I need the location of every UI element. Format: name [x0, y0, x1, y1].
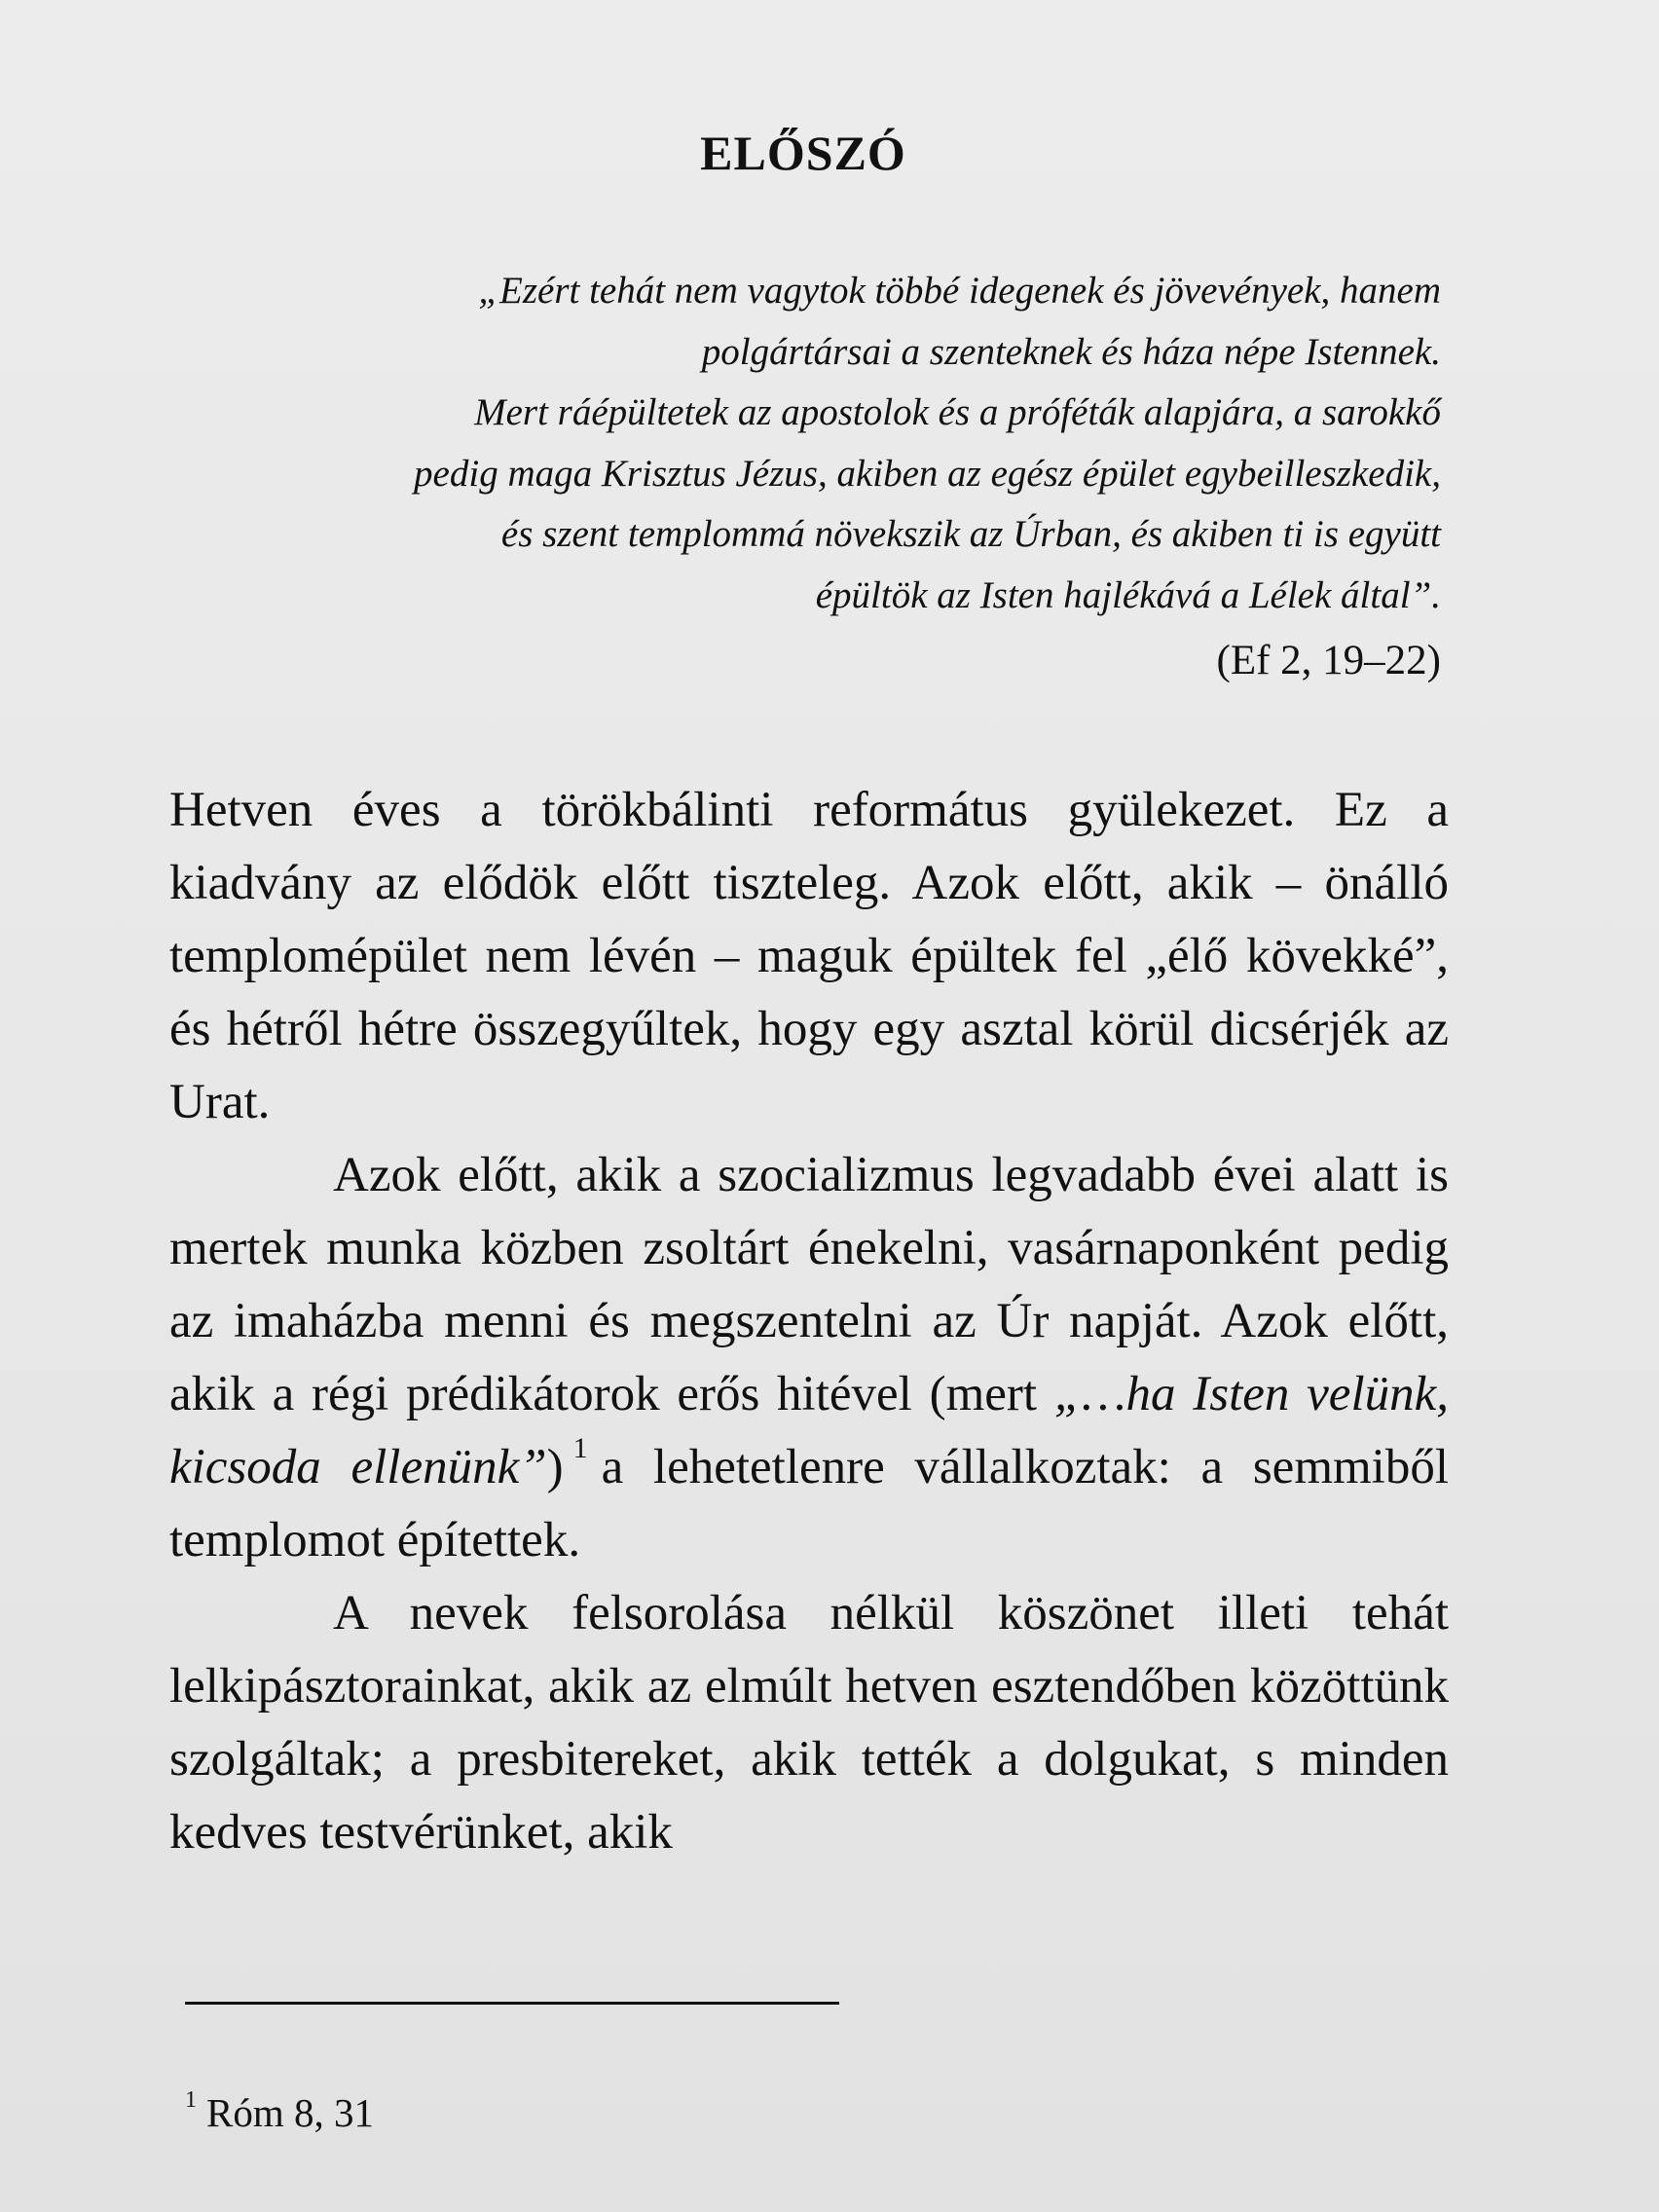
inline-quote: „…ha Isten velünk, kicsoda ellenünk”: [169, 1367, 1450, 1494]
footnote-text: Róm 8, 31: [206, 2090, 374, 2135]
epigraph-line: és szent templommá növekszik az Úrban, és akiben ti is együtt: [500, 513, 1441, 555]
paragraph-2-rest: a lehetetlenre vállalkoztak: a semmiből templomot építettek.: [169, 1440, 1449, 1567]
epigraph-line: pedig maga Krisztus Jézus, akiben az egész épület egybeilleszkedik,: [414, 452, 1441, 495]
paragraph-1: Hetven éves a törökbálinti református gyülekezet. Ez a kiadvány az elődök előtt tiszteleg. Azok előtt, akik – önálló templomépület nem lévén – maguk épültek fel „élő kövekké”, és hétről hétre összegyűltek, hogy egy asztal körül dicsérjék az Urat.: [169, 783, 1449, 1129]
epigraph: [175, 261, 1441, 696]
paragraph-2: [169, 1139, 1449, 1577]
body-text: [169, 774, 1449, 1869]
epigraph-line: Mert ráépültetek az apostolok és a próféták alapjára, a sarokkő: [474, 391, 1441, 433]
paragraph-3: A nevek felsorolása nélkül köszönet illeti tehát lelkipásztorainkat, akik az elmúlt hetven esztendőben közöttünk szolgáltak; a presbitereket, akik tették a dolgukat, s minden kedves testvérünket, akik: [169, 1586, 1449, 1860]
page-title: ELŐSZÓ: [700, 126, 906, 180]
footnote-mark: 1: [185, 2087, 197, 2113]
epigraph-reference: (Ef 2, 19–22): [1216, 638, 1441, 683]
footnote-separator: [185, 2002, 839, 2005]
paragraph-2-text: Azok előtt, akik a szocializmus legvadabb évei alatt is mertek munka közben zsoltárt énekelni, vasárnaponként pedig az imaházba menni és megszentelni az Úr napját. Azok előtt, akik a régi prédikátorok erős hitével (mert: [169, 1148, 1449, 1421]
epigraph-line: „Ezért tehát nem vagytok többé idegenek és jövevények, hanem: [478, 270, 1441, 312]
paragraph-2-close: ): [546, 1440, 564, 1494]
epigraph-line: polgártársai a szenteknek és háza népe Istennek.: [701, 330, 1441, 373]
epigraph-line: épültök az Isten hajlékává a Lélek által”.: [815, 573, 1441, 616]
footnote-reference[interactable]: 1: [572, 1432, 588, 1464]
footnote: [185, 2089, 374, 2136]
